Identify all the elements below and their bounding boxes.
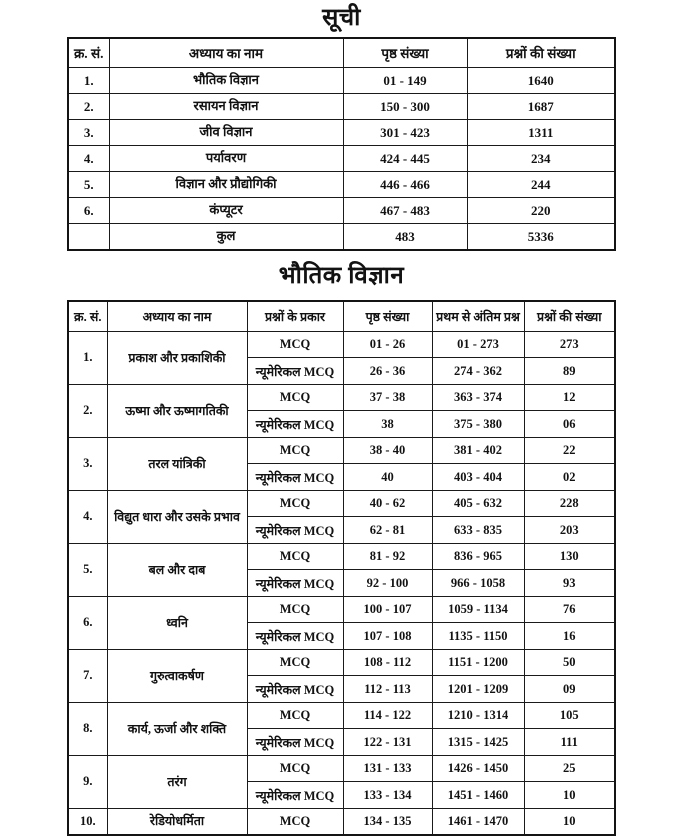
cell-question-range: 1451 - 1460: [432, 782, 524, 809]
cell-pages: 133 - 134: [343, 782, 432, 809]
physics-title: भौतिक विज्ञान: [278, 263, 405, 290]
cell-question-range: 633 - 835: [432, 517, 524, 544]
physics-row: [68, 702, 615, 729]
cell-question-range: 403 - 404: [432, 464, 524, 491]
cell-pages: 122 - 131: [343, 729, 432, 756]
physics-row: [68, 437, 615, 464]
cell-question-type: MCQ: [247, 755, 343, 782]
cell-question-type: न्यूमेरिकल MCQ: [247, 676, 343, 703]
cell-question-type: न्यूमेरिकल MCQ: [247, 411, 343, 438]
physics-row: [68, 808, 615, 835]
cell-sno: 8.: [68, 702, 107, 755]
toc-header-chapter: अध्याय का नाम: [109, 38, 343, 68]
cell-questions: 50: [524, 649, 615, 676]
cell-pages: 424 - 445: [343, 146, 467, 172]
cell-chapter: ध्वनि: [107, 596, 247, 649]
cell-pages: 446 - 466: [343, 172, 467, 198]
cell-sno: 3.: [68, 120, 109, 146]
physics-row: [68, 543, 615, 570]
cell-questions: 228: [524, 490, 615, 517]
toc-header-pages: पृष्ठ संख्या: [343, 38, 467, 68]
cell-questions: 09: [524, 676, 615, 703]
toc-row: [68, 94, 615, 120]
cell-pages: 81 - 92: [343, 543, 432, 570]
physics-header-sno: क्र. सं.: [68, 301, 107, 332]
cell-pages: 38 - 40: [343, 437, 432, 464]
cell-question-range: 1135 - 1150: [432, 623, 524, 650]
cell-question-type: न्यूमेरिकल MCQ: [247, 358, 343, 385]
cell-pages: 131 - 133: [343, 755, 432, 782]
cell-sno: 6.: [68, 596, 107, 649]
cell-questions: 220: [467, 198, 615, 224]
cell-question-range: 1315 - 1425: [432, 729, 524, 756]
cell-chapter: रेडियोधर्मिता: [107, 808, 247, 835]
cell-question-range: 1201 - 1209: [432, 676, 524, 703]
cell-question-type: MCQ: [247, 649, 343, 676]
cell-questions: 76: [524, 596, 615, 623]
physics-header-range: प्रथम से अंतिम प्रश्न: [432, 301, 524, 332]
toc-header-row: [68, 38, 615, 68]
physics-table: [67, 300, 616, 836]
cell-chapter: विद्युत धारा और उसके प्रभाव: [107, 490, 247, 543]
cell-question-range: 1151 - 1200: [432, 649, 524, 676]
cell-sno: 4.: [68, 490, 107, 543]
cell-pages: 38: [343, 411, 432, 438]
total-pages: 483: [343, 224, 467, 251]
physics-header-chapter: अध्याय का नाम: [107, 301, 247, 332]
physics-header-type: प्रश्नों के प्रकार: [247, 301, 343, 332]
toc-total-row: [68, 224, 615, 251]
toc-header-sno: क्र. सं.: [68, 38, 109, 68]
physics-row: [68, 755, 615, 782]
cell-pages: 108 - 112: [343, 649, 432, 676]
cell-pages: 40: [343, 464, 432, 491]
cell-question-type: न्यूमेरिकल MCQ: [247, 729, 343, 756]
cell-questions: 244: [467, 172, 615, 198]
cell-sno: 4.: [68, 146, 109, 172]
cell-pages: 01 - 26: [343, 331, 432, 358]
cell-question-range: 381 - 402: [432, 437, 524, 464]
cell-questions: 02: [524, 464, 615, 491]
cell-chapter: प्रकाश और प्रकाशिकी: [107, 331, 247, 384]
toc-row: [68, 146, 615, 172]
cell-questions: 25: [524, 755, 615, 782]
cell-questions: 16: [524, 623, 615, 650]
cell-question-type: न्यूमेरिकल MCQ: [247, 782, 343, 809]
cell-question-range: 01 - 273: [432, 331, 524, 358]
cell-sno: 2.: [68, 384, 107, 437]
cell-pages: 150 - 300: [343, 94, 467, 120]
cell-questions: 234: [467, 146, 615, 172]
cell-chapter: ऊष्मा और ऊष्मागतिकी: [107, 384, 247, 437]
cell-question-type: MCQ: [247, 331, 343, 358]
cell-pages: 301 - 423: [343, 120, 467, 146]
cell-questions: 10: [524, 782, 615, 809]
cell-sno: 7.: [68, 649, 107, 702]
cell-chapter: भौतिक विज्ञान: [109, 68, 343, 94]
cell-questions: 130: [524, 543, 615, 570]
cell-question-type: MCQ: [247, 490, 343, 517]
physics-header-row: [68, 301, 615, 332]
cell-sno: 1.: [68, 331, 107, 384]
cell-question-type: न्यूमेरिकल MCQ: [247, 464, 343, 491]
toc-table: [67, 37, 616, 251]
cell-pages: 01 - 149: [343, 68, 467, 94]
toc-row: [68, 198, 615, 224]
cell-pages: 26 - 36: [343, 358, 432, 385]
cell-pages: 114 - 122: [343, 702, 432, 729]
cell-questions: 105: [524, 702, 615, 729]
cell-question-range: 375 - 380: [432, 411, 524, 438]
cell-sno: 5.: [68, 543, 107, 596]
cell-questions: 89: [524, 358, 615, 385]
toc-title: सूची: [322, 5, 361, 31]
cell-questions: 10: [524, 808, 615, 835]
cell-sno: 1.: [68, 68, 109, 94]
cell-question-range: 1461 - 1470: [432, 808, 524, 835]
cell-sno: 3.: [68, 437, 107, 490]
cell-sno: 10.: [68, 808, 107, 835]
cell-question-type: न्यूमेरिकल MCQ: [247, 517, 343, 544]
cell-chapter: पर्यावरण: [109, 146, 343, 172]
physics-header-questions: प्रश्नों की संख्या: [524, 301, 615, 332]
physics-row: [68, 331, 615, 358]
toc-row: [68, 68, 615, 94]
cell-question-type: न्यूमेरिकल MCQ: [247, 570, 343, 597]
cell-question-type: न्यूमेरिकल MCQ: [247, 623, 343, 650]
cell-questions: 1687: [467, 94, 615, 120]
physics-row: [68, 649, 615, 676]
cell-question-type: MCQ: [247, 543, 343, 570]
cell-chapter: कार्य, ऊर्जा और शक्ति: [107, 702, 247, 755]
cell-pages: 40 - 62: [343, 490, 432, 517]
cell-pages: 92 - 100: [343, 570, 432, 597]
cell-question-type: MCQ: [247, 808, 343, 835]
cell-chapter: तरल यांत्रिकी: [107, 437, 247, 490]
physics-row: [68, 490, 615, 517]
toc-header-questions: प्रश्नों की संख्या: [467, 38, 615, 68]
cell-question-range: 274 - 362: [432, 358, 524, 385]
physics-row: [68, 384, 615, 411]
physics-row: [68, 596, 615, 623]
total-questions: 5336: [467, 224, 615, 251]
cell-sno: 5.: [68, 172, 109, 198]
cell-sno: 9.: [68, 755, 107, 808]
cell-questions: 22: [524, 437, 615, 464]
toc-row: [68, 120, 615, 146]
cell-sno: 6.: [68, 198, 109, 224]
cell-chapter: जीव विज्ञान: [109, 120, 343, 146]
cell-pages: 467 - 483: [343, 198, 467, 224]
cell-chapter: रसायन विज्ञान: [109, 94, 343, 120]
toc-row: [68, 172, 615, 198]
cell-chapter: तरंग: [107, 755, 247, 808]
cell-question-range: 966 - 1058: [432, 570, 524, 597]
cell-questions: 12: [524, 384, 615, 411]
cell-question-type: MCQ: [247, 702, 343, 729]
cell-chapter: कंप्यूटर: [109, 198, 343, 224]
cell-questions: 1311: [467, 120, 615, 146]
cell-question-range: 363 - 374: [432, 384, 524, 411]
cell-pages: 62 - 81: [343, 517, 432, 544]
cell-pages: 100 - 107: [343, 596, 432, 623]
cell-pages: 107 - 108: [343, 623, 432, 650]
cell-chapter: बल और दाब: [107, 543, 247, 596]
cell-chapter: विज्ञान और प्रौद्योगिकी: [109, 172, 343, 198]
cell-pages: 112 - 113: [343, 676, 432, 703]
physics-header-pages: पृष्ठ संख्या: [343, 301, 432, 332]
cell-questions: 93: [524, 570, 615, 597]
cell-question-type: MCQ: [247, 384, 343, 411]
cell-questions: 203: [524, 517, 615, 544]
cell-questions: 273: [524, 331, 615, 358]
cell-question-range: 1059 - 1134: [432, 596, 524, 623]
total-label: कुल: [109, 224, 343, 251]
cell-question-range: 405 - 632: [432, 490, 524, 517]
cell-chapter: गुरुत्वाकर्षण: [107, 649, 247, 702]
cell-question-type: MCQ: [247, 596, 343, 623]
cell-questions: 06: [524, 411, 615, 438]
cell-pages: 134 - 135: [343, 808, 432, 835]
cell-questions: 111: [524, 729, 615, 756]
cell-questions: 1640: [467, 68, 615, 94]
cell-question-type: MCQ: [247, 437, 343, 464]
cell-pages: 37 - 38: [343, 384, 432, 411]
cell-question-range: 836 - 965: [432, 543, 524, 570]
cell-sno: 2.: [68, 94, 109, 120]
cell-question-range: 1210 - 1314: [432, 702, 524, 729]
cell-question-range: 1426 - 1450: [432, 755, 524, 782]
total-blank: [68, 224, 109, 251]
